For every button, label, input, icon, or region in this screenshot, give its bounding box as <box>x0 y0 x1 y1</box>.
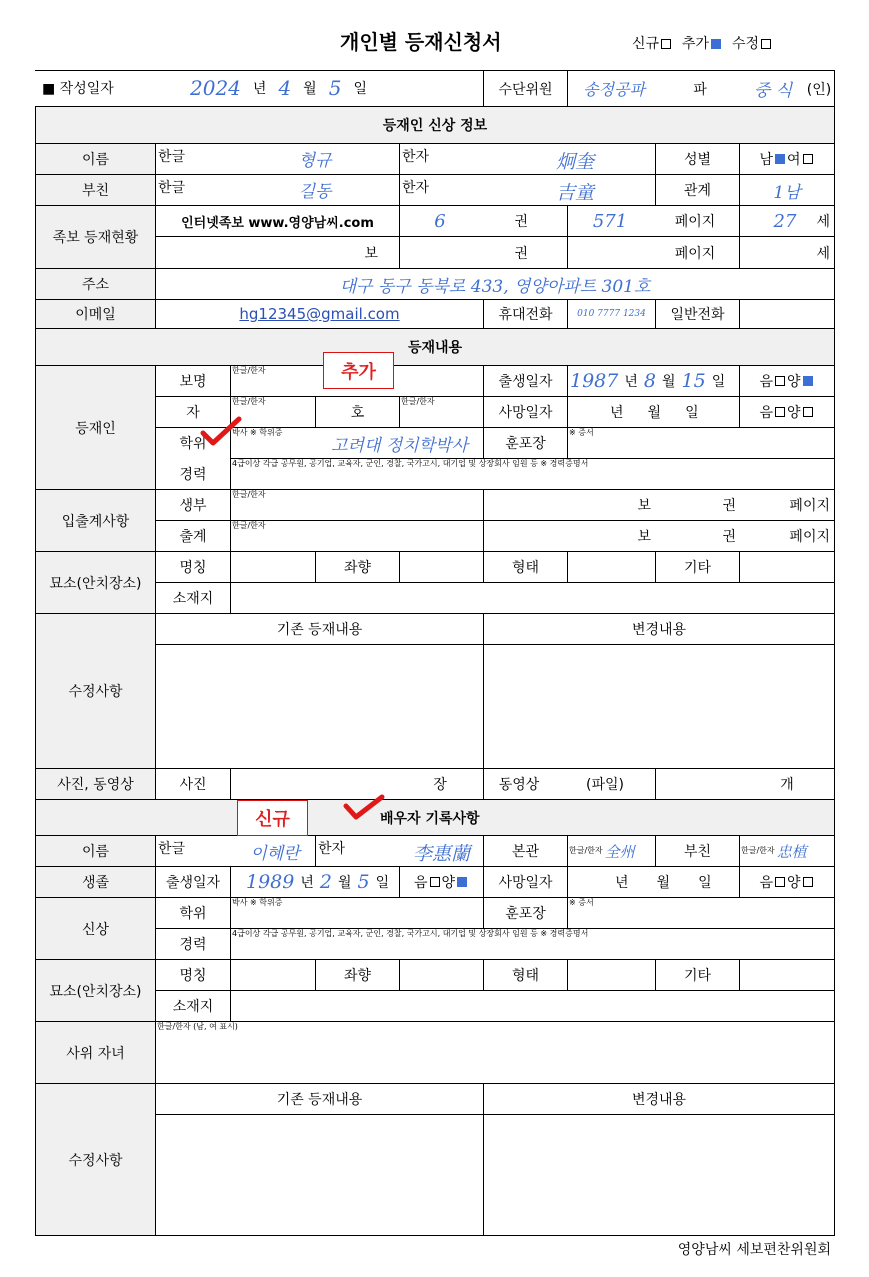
spouse-death-year-unit: 년 <box>615 875 629 891</box>
existing-content-area[interactable] <box>156 645 483 768</box>
spouse-death-lunar-checkbox[interactable] <box>775 877 785 887</box>
spouse-day-unit: 일 <box>375 875 390 891</box>
option-edit-label: 수정 <box>731 36 759 52</box>
spouse-father-note: 한글/한자 <box>741 846 775 855</box>
name-label: 이름 <box>81 152 110 168</box>
pa-label: 파 <box>693 81 707 98</box>
spouse-solar-checkbox[interactable] <box>457 877 467 887</box>
etc-label: 기타 <box>683 560 712 576</box>
lunar-checkbox[interactable] <box>775 376 785 386</box>
phone-label: 일반전화 <box>670 307 725 323</box>
spouse-shape-label: 형태 <box>511 968 540 984</box>
alias-label: 보명 <box>179 374 207 390</box>
spouse-section-title: 배우자 기록사항 <box>380 810 480 827</box>
spouse-death-solar-checkbox[interactable] <box>803 877 813 887</box>
mobile-label: 휴대전화 <box>498 307 553 323</box>
ja-note: 한글/한자 <box>232 397 266 406</box>
life-label: 생졸 <box>81 875 110 891</box>
spouse-location-label: 소재지 <box>172 999 214 1015</box>
spouse-changed-label: 변경내용 <box>631 1092 687 1108</box>
origin-label: 본관 <box>511 844 540 860</box>
shape-label: 형태 <box>511 560 540 576</box>
birth-day: 15 <box>681 370 706 392</box>
adoption-label: 입출계사항 <box>61 513 130 530</box>
date-month: 4 <box>278 76 292 100</box>
female-checkbox[interactable] <box>803 154 813 164</box>
day-unit: 일 <box>353 81 367 97</box>
spouse-hanja-label: 한자 <box>318 841 346 857</box>
spouse-award-label: 훈포장 <box>505 906 546 922</box>
volume-label-2: 권 <box>514 245 528 262</box>
option-edit-checkbox[interactable] <box>761 39 771 49</box>
spouse-degree-note: 박사 ※ 학위증 <box>232 898 283 907</box>
spouse-birth-label: 출생일자 <box>165 875 221 891</box>
gender-options <box>740 144 834 174</box>
adopted-label: 출계 <box>179 529 207 545</box>
death-date[interactable] <box>610 397 740 427</box>
spouse-death-day-unit: 일 <box>698 875 712 891</box>
spouse-birth-year: 1989 <box>246 871 295 893</box>
spouse-tomb-label: 묘소(안치장소) <box>49 983 142 1000</box>
option-add-checkbox[interactable] <box>711 39 721 49</box>
father-hangul-label: 한글 <box>158 180 186 196</box>
add-stamp: 추가 <box>323 352 394 389</box>
spouse-existing-area[interactable] <box>156 1115 483 1235</box>
changed-label: 변경내용 <box>631 622 687 638</box>
spouse-changed-area[interactable] <box>484 1115 834 1235</box>
option-new-checkbox[interactable] <box>661 39 671 49</box>
spouse-career-note: 4급이상 각급 공무원, 공기업, 교육자, 군인, 경찰, 국가고시, 대기업 및 상장회사 임원 등 ※ 경력증명서 <box>232 929 589 938</box>
spouse-birth-date[interactable] <box>246 867 396 897</box>
mobile-value[interactable]: 010 7777 1234 <box>577 309 646 319</box>
ho-note: 한글/한자 <box>401 397 435 406</box>
female-label: 여 <box>787 152 801 168</box>
death-month-unit: 월 <box>647 405 662 421</box>
birth-month: 8 <box>643 370 656 392</box>
tomb-label: 묘소(안치장소) <box>49 575 142 592</box>
spouse-name-label: 이름 <box>81 844 110 860</box>
spouse-name-hangul[interactable]: 이혜란 <box>250 843 300 864</box>
children-note: 한글/한자 (남, 여 표시) <box>157 1022 238 1031</box>
children-label: 사위 자녀 <box>66 1045 125 1062</box>
male-label: 남 <box>759 152 773 168</box>
page-label-2: 페이지 <box>674 245 716 262</box>
changed-content-area[interactable] <box>484 645 834 768</box>
award-note: ※ 증서 <box>569 428 594 437</box>
profile-section-title: 등재인 신상 정보 <box>382 118 488 134</box>
spouse-father-label: 부친 <box>683 844 712 860</box>
email-value[interactable]: hg12345@gmail.com <box>239 305 400 323</box>
birth-month-unit: 월 <box>661 374 676 390</box>
solar-checkbox[interactable] <box>803 376 813 386</box>
birth-date[interactable] <box>570 366 740 396</box>
option-add-label: 추가 <box>681 36 710 52</box>
date-label: ■ 작성일자 <box>42 81 114 97</box>
hanja-label: 한자 <box>402 149 430 165</box>
date-year: 2024 <box>190 76 241 100</box>
degree-label: 학위 <box>179 436 207 452</box>
content-section-title: 등재내용 <box>407 340 463 356</box>
birth-label: 출생일자 <box>498 374 553 390</box>
spouse-award-note: ※ 증서 <box>569 898 594 907</box>
tomb-name-label: 명칭 <box>179 560 207 576</box>
committee-label: 수단위원 <box>498 81 553 98</box>
relation-value[interactable]: 1남 <box>773 182 801 203</box>
spouse-hangul-label: 한글 <box>158 841 186 857</box>
generation-value[interactable]: 27 <box>773 210 797 232</box>
modify-label: 수정사항 <box>68 684 123 700</box>
seal-label: (인) <box>806 81 832 98</box>
existing-label: 기존 등재내용 <box>276 622 363 638</box>
lunar-label: 음 <box>759 374 773 390</box>
death-solar-checkbox[interactable] <box>803 407 813 417</box>
spouse-death-solar-label: 양 <box>787 875 801 891</box>
origin-note: 한글/한자 <box>569 846 603 855</box>
spouse-direction-label: 좌향 <box>343 968 372 984</box>
spouse-death-calendar-options <box>740 867 834 897</box>
death-day-unit: 일 <box>685 405 699 421</box>
spouse-father-value: 忠植 <box>776 842 807 861</box>
spouse-birth-month: 2 <box>319 871 332 893</box>
spouse-existing-label: 기존 등재내용 <box>276 1092 363 1108</box>
father-hanja[interactable]: 吉童 <box>555 181 594 204</box>
media-label: 사진, 동영상 <box>57 777 134 793</box>
spouse-birth-day: 5 <box>357 871 370 893</box>
death-label: 사망일자 <box>498 405 553 421</box>
video-unit: 개 <box>780 777 794 793</box>
name-hanja[interactable]: 炯奎 <box>555 150 594 173</box>
video-label: 동영상 <box>498 777 540 793</box>
date-written[interactable] <box>190 74 390 102</box>
relation-label: 관계 <box>683 183 712 199</box>
adoption-vol-1: 권 <box>722 498 736 514</box>
spouse-calendar-options <box>400 867 483 897</box>
generation-label-2: 세 <box>816 245 830 262</box>
bo-label: 보 <box>364 245 378 262</box>
personal-label: 신상 <box>81 921 110 938</box>
death-calendar-options <box>740 397 834 427</box>
death-lunar-checkbox[interactable] <box>775 407 785 417</box>
page-value[interactable]: 571 <box>592 210 628 232</box>
new-stamp: 신규 <box>237 800 308 836</box>
volume-label: 권 <box>514 214 528 230</box>
address-value[interactable]: 대구 동구 동북로 433, 영양아파트 301호 <box>339 276 651 297</box>
photo-unit: 장 <box>433 777 447 793</box>
adoption-bo-1: 보 <box>637 498 651 514</box>
spouse-year-unit: 년 <box>300 875 314 891</box>
generation-label: 세 <box>816 214 830 230</box>
video-file-label: (파일) <box>586 777 624 793</box>
spouse-lunar-label: 음 <box>413 875 428 891</box>
spouse-modify-label: 수정사항 <box>68 1152 123 1169</box>
committee-value[interactable]: 송정공파 <box>583 80 645 99</box>
alias-note: 한글/한자 <box>232 366 266 375</box>
birth-day-unit: 일 <box>711 374 726 390</box>
origin-value-cell[interactable] <box>569 836 655 866</box>
degree-value[interactable]: 고려대 정치학박사 <box>331 435 468 456</box>
phone-value[interactable] <box>740 300 834 328</box>
adoption-page-2: 페이지 <box>789 529 830 545</box>
origin-value: 全州 <box>604 842 635 861</box>
spouse-solar-label: 양 <box>441 875 456 891</box>
direction-label: 좌향 <box>343 560 372 576</box>
committee-name[interactable]: 중 식 <box>753 81 793 101</box>
hangul-label: 한글 <box>158 149 186 165</box>
volume-value[interactable]: 6 <box>434 210 446 232</box>
spouse-tomb-name-label: 명칭 <box>179 968 207 984</box>
degree-note: 박사 ※ 학위증 <box>232 428 283 437</box>
name-hangul[interactable]: 형규 <box>298 150 332 171</box>
option-new-label: 신규 <box>632 36 660 52</box>
spouse-name-hanja[interactable]: 李惠蘭 <box>412 842 470 865</box>
genealogy-label: 족보 등재현황 <box>52 230 139 246</box>
career-label: 경력 <box>179 467 207 483</box>
registrant-label: 등재인 <box>75 420 116 437</box>
birth-father-note: 한글/한자 <box>232 490 266 499</box>
month-unit: 월 <box>303 81 317 97</box>
photo-label: 사진 <box>179 777 207 793</box>
death-year-unit: 년 <box>610 405 624 421</box>
year-unit: 년 <box>252 81 267 97</box>
spouse-degree-label: 학위 <box>179 906 207 922</box>
award-label: 훈포장 <box>505 436 546 452</box>
death-lunar-label: 음 <box>759 405 773 421</box>
spouse-career-label: 경력 <box>179 937 207 953</box>
birth-father-label: 생부 <box>179 498 207 514</box>
birth-year-unit: 년 <box>624 374 638 390</box>
date-day: 5 <box>328 76 342 100</box>
male-checkbox[interactable] <box>775 154 785 164</box>
spouse-death-date[interactable] <box>615 867 740 897</box>
calendar-options <box>740 366 834 396</box>
adoption-page-1: 페이지 <box>789 498 830 514</box>
ja-label: 자 <box>186 405 200 421</box>
career-note: 4급이상 각급 공무원, 공기업, 교육자, 군인, 경찰, 국가고시, 대기업 및 상장회사 임원 등 ※ 경력증명서 <box>232 459 589 468</box>
spouse-death-month-unit: 월 <box>656 875 671 891</box>
address-label: 주소 <box>81 277 110 293</box>
spouse-father-cell[interactable] <box>741 836 834 866</box>
ho-label: 호 <box>350 405 365 421</box>
gender-label: 성별 <box>683 152 712 168</box>
adoption-bo-2: 보 <box>637 529 651 545</box>
spouse-etc-label: 기타 <box>683 968 712 984</box>
email-label: 이메일 <box>75 307 116 323</box>
spouse-month-unit: 월 <box>337 875 352 891</box>
spouse-death-label: 사망일자 <box>498 875 553 891</box>
spouse-death-lunar-label: 음 <box>759 875 773 891</box>
spouse-lunar-checkbox[interactable] <box>430 877 440 887</box>
death-solar-label: 양 <box>787 405 801 421</box>
footer-org: 영양남씨 세보편찬위원회 <box>677 1242 831 1258</box>
adopted-note: 한글/한자 <box>232 521 266 530</box>
location-label: 소재지 <box>172 591 214 607</box>
father-label: 부친 <box>81 183 110 199</box>
online-genealogy-label: 인터넷족보 www.영양남씨.com <box>181 215 374 231</box>
adoption-vol-2: 권 <box>722 529 736 545</box>
page-title: 개인별 등재신청서 <box>340 30 502 54</box>
father-hanja-label: 한자 <box>402 180 430 196</box>
birth-year: 1987 <box>570 370 619 392</box>
father-hangul[interactable]: 길동 <box>298 181 332 202</box>
page-label: 페이지 <box>674 214 716 230</box>
solar-label: 양 <box>787 374 801 390</box>
option-checkboxes <box>632 33 832 53</box>
